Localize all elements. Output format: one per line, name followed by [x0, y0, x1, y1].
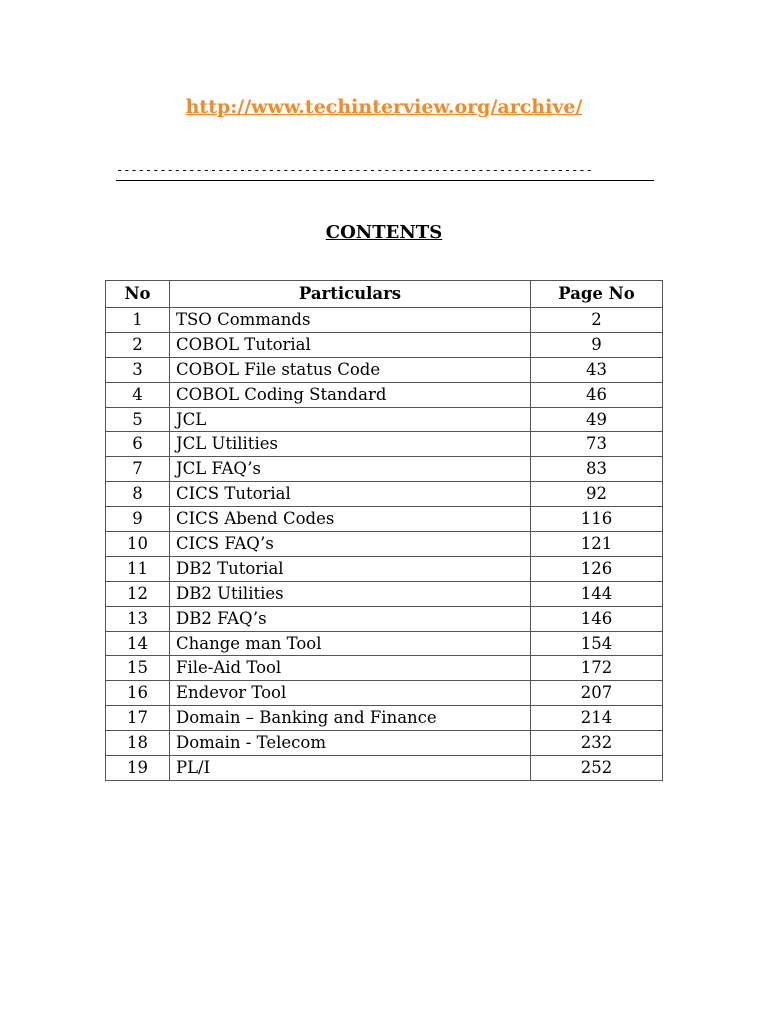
row-particulars: File-Aid Tool	[170, 656, 531, 681]
row-page-no: 121	[531, 532, 663, 557]
row-particulars: JCL	[170, 407, 531, 432]
row-page-no: 232	[531, 731, 663, 756]
row-page-no: 126	[531, 556, 663, 581]
row-no: 2	[106, 332, 170, 357]
row-particulars: PL/I	[170, 756, 531, 781]
header-particulars: Particulars	[170, 281, 531, 308]
row-no: 10	[106, 532, 170, 557]
row-page-no: 43	[531, 357, 663, 382]
row-no: 17	[106, 706, 170, 731]
row-no: 15	[106, 656, 170, 681]
row-page-no: 144	[531, 581, 663, 606]
row-no: 4	[106, 382, 170, 407]
row-no: 8	[106, 482, 170, 507]
row-page-no: 46	[531, 382, 663, 407]
row-no: 13	[106, 606, 170, 631]
row-no: 6	[106, 432, 170, 457]
row-page-no: 154	[531, 631, 663, 656]
table-row	[106, 482, 663, 507]
row-particulars: CICS Abend Codes	[170, 507, 531, 532]
row-no: 7	[106, 457, 170, 482]
row-no: 19	[106, 756, 170, 781]
row-page-no: 172	[531, 656, 663, 681]
row-no: 1	[106, 308, 170, 333]
row-no: 5	[106, 407, 170, 432]
table-row	[106, 681, 663, 706]
header-page-no: Page No	[531, 281, 663, 308]
header-no: No	[106, 281, 170, 308]
row-no: 14	[106, 631, 170, 656]
table-row	[106, 756, 663, 781]
table-row	[106, 382, 663, 407]
row-page-no: 252	[531, 756, 663, 781]
row-page-no: 146	[531, 606, 663, 631]
table-row	[106, 606, 663, 631]
row-particulars: COBOL File status Code	[170, 357, 531, 382]
table-row	[106, 457, 663, 482]
row-page-no: 49	[531, 407, 663, 432]
row-particulars: Endevor Tool	[170, 681, 531, 706]
contents-table	[105, 280, 663, 781]
table-row	[106, 357, 663, 382]
row-particulars: JCL FAQ’s	[170, 457, 531, 482]
row-particulars: DB2 Utilities	[170, 581, 531, 606]
row-particulars: CICS Tutorial	[170, 482, 531, 507]
row-no: 16	[106, 681, 170, 706]
table-row	[106, 731, 663, 756]
row-particulars: COBOL Coding Standard	[170, 382, 531, 407]
table-row	[106, 407, 663, 432]
row-no: 9	[106, 507, 170, 532]
row-page-no: 2	[531, 308, 663, 333]
table-row	[106, 532, 663, 557]
row-particulars: TSO Commands	[170, 308, 531, 333]
table-row	[106, 706, 663, 731]
row-particulars: COBOL Tutorial	[170, 332, 531, 357]
row-page-no: 9	[531, 332, 663, 357]
table-row	[106, 332, 663, 357]
row-particulars: CICS FAQ’s	[170, 532, 531, 557]
table-row	[106, 581, 663, 606]
row-page-no: 116	[531, 507, 663, 532]
archive-link[interactable]: http://www.techinterview.org/archive/	[185, 96, 583, 118]
row-no: 12	[106, 581, 170, 606]
row-page-no: 214	[531, 706, 663, 731]
table-row	[106, 631, 663, 656]
row-particulars: DB2 Tutorial	[170, 556, 531, 581]
table-row	[106, 656, 663, 681]
table-row	[106, 507, 663, 532]
table-header-row	[106, 281, 663, 308]
row-particulars: DB2 FAQ’s	[170, 606, 531, 631]
row-particulars: Domain – Banking and Finance	[170, 706, 531, 731]
row-particulars: Change man Tool	[170, 631, 531, 656]
table-row	[106, 556, 663, 581]
row-page-no: 83	[531, 457, 663, 482]
table-row	[106, 308, 663, 333]
table-row	[106, 432, 663, 457]
row-page-no: 207	[531, 681, 663, 706]
row-page-no: 92	[531, 482, 663, 507]
divider-line: ------------------------------------------------------------------	[116, 162, 654, 181]
page-title: CONTENTS	[325, 222, 443, 243]
row-no: 18	[106, 731, 170, 756]
row-no: 11	[106, 556, 170, 581]
row-particulars: Domain - Telecom	[170, 731, 531, 756]
row-page-no: 73	[531, 432, 663, 457]
row-no: 3	[106, 357, 170, 382]
row-particulars: JCL Utilities	[170, 432, 531, 457]
